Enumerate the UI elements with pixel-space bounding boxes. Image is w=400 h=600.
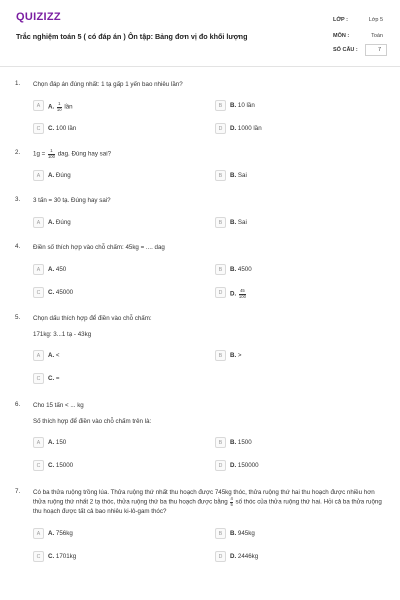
option-text <box>48 439 66 446</box>
meta-count-box <box>365 44 387 56</box>
option-text <box>230 352 242 359</box>
question-text-rest: dag. Đúng hay sai? <box>57 150 112 158</box>
meta-subject-value: Toán <box>371 33 383 39</box>
answer-option-c[interactable] <box>33 551 193 563</box>
option-prefix: D. <box>230 553 237 560</box>
option-letter-box: A <box>33 350 44 361</box>
option-letter-box: B <box>215 170 226 181</box>
option-value: Đúng <box>55 219 71 226</box>
question-text-main: Cho 15 tấn < ... kg <box>33 402 84 409</box>
option-prefix: C. <box>48 553 55 560</box>
answer-option-d[interactable] <box>215 287 375 299</box>
option-letter-box: B <box>215 437 226 448</box>
meta-grade-label: LỚP : <box>333 17 348 23</box>
meta-count-value: 7 <box>377 47 381 53</box>
question-fraction-numerator: 1 <box>48 149 55 155</box>
option-fraction <box>57 102 62 112</box>
option-value: 1500 <box>237 439 252 446</box>
answer-option-a[interactable] <box>33 437 193 449</box>
question-text <box>33 196 383 205</box>
option-prefix: B. <box>230 530 237 537</box>
option-fraction-denominator: 10 <box>56 106 62 112</box>
option-prefix: A. <box>48 103 55 111</box>
question-text <box>33 149 383 159</box>
option-prefix: A. <box>48 219 55 226</box>
option-value: 945kg <box>237 530 255 537</box>
option-text <box>230 266 252 273</box>
option-letter-box: B <box>215 100 226 111</box>
option-prefix: B. <box>230 352 237 359</box>
question-fraction <box>230 497 232 507</box>
option-value: 45000 <box>55 289 74 296</box>
option-prefix: B. <box>230 172 237 179</box>
option-prefix: C. <box>48 462 55 469</box>
answer-option-b[interactable] <box>215 100 375 112</box>
question-text-rest: số thóc của thửa ruộng thứ hai. Hỏi cả ba thửa ruộng thu hoạch được tất cả bao nhiêu ki-lô-gam thóc? <box>33 498 382 516</box>
option-value: lần <box>64 103 73 111</box>
option-prefix: C. <box>48 375 55 382</box>
option-letter-box: A <box>33 100 44 111</box>
question-text <box>33 488 383 516</box>
option-prefix: C. <box>48 289 55 296</box>
option-value: 2446kg <box>237 553 259 560</box>
option-letter-box: C <box>33 551 44 562</box>
question-text-main: Chọn dấu thích hợp để điền vào chỗ chấm: <box>33 315 152 322</box>
option-value: 15000 <box>55 462 74 469</box>
option-letter-box: D <box>215 460 226 471</box>
question-text <box>33 243 383 252</box>
option-text <box>48 553 76 560</box>
option-letter-box: A <box>33 437 44 448</box>
question-text <box>33 401 383 410</box>
answer-option-c[interactable] <box>33 123 193 135</box>
meta-subject-label: MÔN : <box>333 33 350 39</box>
option-prefix: C. <box>48 125 55 132</box>
meta-count-label: SỐ CÂU : <box>333 47 358 53</box>
option-text <box>230 530 255 537</box>
option-prefix: D. <box>230 462 237 469</box>
option-prefix: A. <box>48 439 55 446</box>
answer-option-a[interactable] <box>33 264 193 276</box>
option-letter-box: A <box>33 264 44 275</box>
question-number: 7. <box>15 488 21 495</box>
option-text <box>48 102 73 112</box>
question-number: 4. <box>15 243 21 250</box>
option-letter-box: B <box>215 217 226 228</box>
question-subtext: Số thích hợp để điền vào chỗ chấm trên là: <box>33 418 152 425</box>
option-prefix: A. <box>48 352 55 359</box>
question-fraction <box>48 149 55 159</box>
meta-grade <box>333 14 387 26</box>
document-header <box>0 0 400 66</box>
answer-option-d[interactable] <box>215 123 375 135</box>
option-text <box>48 125 76 132</box>
option-text <box>48 219 71 226</box>
option-text <box>230 125 262 132</box>
option-prefix: B. <box>230 439 237 446</box>
answer-option-d[interactable] <box>215 460 375 472</box>
option-letter-box: D <box>215 287 226 298</box>
option-value: 4500 <box>237 266 252 273</box>
question-fraction-numerator: 4 <box>230 496 233 502</box>
question-number: 3. <box>15 196 21 203</box>
option-prefix: B. <box>230 219 237 226</box>
question-number: 2. <box>15 149 21 156</box>
option-letter-box: A <box>33 528 44 539</box>
option-value: Sai <box>237 172 247 179</box>
question-text-main: 3 tấn = 30 tạ. Đúng hay sai? <box>33 197 111 204</box>
option-prefix: A. <box>48 266 55 273</box>
option-text <box>230 289 247 299</box>
option-text <box>230 439 252 446</box>
option-text <box>48 266 66 273</box>
option-value: 10 lần <box>237 102 255 109</box>
option-value: 1000 lần <box>237 125 262 132</box>
header-divider <box>0 66 400 67</box>
answer-option-c[interactable] <box>33 373 193 385</box>
answer-option-a[interactable] <box>33 217 193 229</box>
question-subtext: 171kg: 3...1 tạ - 43kg <box>33 331 92 338</box>
quizizz-logo: QUIZIZZ <box>16 11 61 23</box>
option-text <box>48 172 71 179</box>
question-text <box>33 314 383 323</box>
option-prefix: B. <box>230 102 237 109</box>
answer-option-b[interactable] <box>215 437 375 449</box>
option-letter-box: C <box>33 123 44 134</box>
answer-option-a[interactable] <box>33 170 193 182</box>
answer-option-b[interactable] <box>215 350 375 362</box>
option-text <box>230 462 259 469</box>
answer-option-b[interactable] <box>215 264 375 276</box>
meta-question-count <box>333 44 387 56</box>
option-fraction-numerator: 1 <box>58 101 61 106</box>
option-text <box>48 289 73 296</box>
question-number: 1. <box>15 80 21 87</box>
option-value: 756kg <box>55 530 73 537</box>
answer-option-b[interactable] <box>215 528 375 540</box>
document-title: Trắc nghiệm toán 5 ( có đáp án ) Ôn tập: Bảng đơn vị đo khối lượng <box>16 32 248 41</box>
question-text <box>33 80 383 89</box>
option-letter-box: C <box>33 373 44 384</box>
question-fraction-denominator: 100 <box>47 153 55 159</box>
option-prefix: B. <box>230 266 237 273</box>
question-text-main: 1g = <box>33 150 46 158</box>
question-fraction-denominator: 5 <box>230 501 233 507</box>
option-text <box>230 172 247 179</box>
option-value: = <box>55 375 60 382</box>
option-letter-box: D <box>215 551 226 562</box>
answer-option-b[interactable] <box>215 170 375 182</box>
option-letter-box: D <box>215 123 226 134</box>
option-fraction-denominator: 100 <box>238 293 246 299</box>
option-letter-box: B <box>215 264 226 275</box>
meta-subject <box>333 30 387 42</box>
option-letter-box: C <box>33 287 44 298</box>
answer-option-a[interactable] <box>33 528 193 540</box>
answer-option-c[interactable] <box>33 460 193 472</box>
option-value: 1701kg <box>55 553 77 560</box>
question-text-main: Chọn đáp án đúng nhất: 1 tạ gấp 1 yến bao nhiêu lần? <box>33 81 183 88</box>
option-prefix: A. <box>48 530 55 537</box>
question-text-main: Có ba thửa ruộng trồng lúa. Thửa ruộng thứ nhất thu hoạch được 745kg thóc, thửa ruộng thứ hai thu hoạch được nhiều hơn thửa ruộng thứ nhất 2 tạ thóc, thửa ruộng thứ ba thu hoạch được bằng <box>33 489 375 506</box>
answer-option-d[interactable] <box>215 551 375 563</box>
question-text-main: Điền số thích hợp vào chỗ chấm: 45kg = .... dag <box>33 244 165 251</box>
option-text <box>48 375 60 382</box>
option-prefix: A. <box>48 172 55 179</box>
option-value: 150000 <box>237 462 259 469</box>
option-letter-box: A <box>33 170 44 181</box>
option-value: > <box>237 352 242 359</box>
option-text <box>230 553 258 560</box>
option-letter-box: B <box>215 350 226 361</box>
option-letter-box: C <box>33 460 44 471</box>
answer-option-a[interactable] <box>33 350 193 362</box>
option-prefix: D. <box>230 290 237 298</box>
option-value: 450 <box>55 266 67 273</box>
question-number: 6. <box>15 401 21 408</box>
meta-grade-value: Lớp 5 <box>368 17 383 23</box>
option-letter-box: B <box>215 528 226 539</box>
option-prefix: D. <box>230 125 237 132</box>
option-value: Đúng <box>55 172 71 179</box>
option-letter-box: A <box>33 217 44 228</box>
answer-option-b[interactable] <box>215 217 375 229</box>
question-number: 5. <box>15 314 21 321</box>
option-value: < <box>55 352 60 359</box>
option-text <box>230 102 255 109</box>
option-fraction-numerator: 45 <box>240 288 245 293</box>
option-value: 100 lần <box>55 125 77 132</box>
answer-option-c[interactable] <box>33 287 193 299</box>
option-value: Sai <box>237 219 247 226</box>
option-value: 150 <box>55 439 67 446</box>
option-text <box>48 530 73 537</box>
answer-option-a[interactable] <box>33 100 193 112</box>
option-text <box>48 352 60 359</box>
option-fraction <box>239 289 246 299</box>
option-text <box>230 219 247 226</box>
option-text <box>48 462 73 469</box>
